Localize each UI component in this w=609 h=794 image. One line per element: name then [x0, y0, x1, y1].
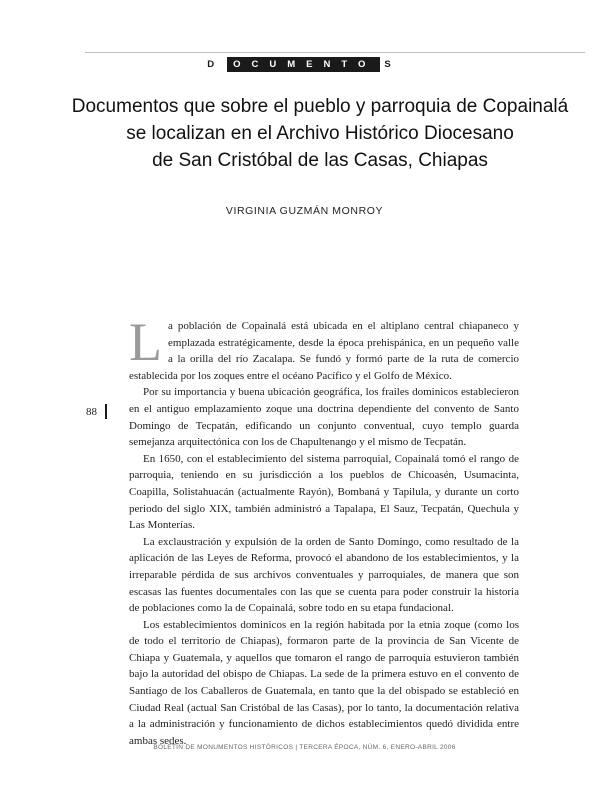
article-title-line: de San Cristóbal de las Casas, Chiapas — [152, 150, 488, 171]
article-title-line: Documentos que sobre el pueblo y parroquia de Copainalá — [71, 96, 569, 117]
drop-cap: L — [129, 312, 162, 372]
paragraph: Por su importancia y buena ubicación geográfica, los frailes dominicos establecieron en el antiguo emplazamiento zoque una doctrina dependiente del convento de Santo Domingo de Tecpatán, edificando un conjunto conventual, cuyo templo guarda semejanza arquitectónica con los de Chapultenango y el mismo de Tecpatán. — [129, 386, 519, 449]
section-label-first-letter: D — [207, 59, 226, 70]
paragraph: En 1650, con el establecimiento del sistema parroquial, Copainalá tomó el rango de parroquia, teniendo en su jurisdicción a los pueblos de Chicoasén, Usumacinta, Coapilla, Solistahuacán (actualmente Rayón), Bombaná y Tapilula, y durante un corto periodo del siglo XIX, también administró a Tapalapa, El Sauz, Tecpatán, Quechula y Las Monterías. — [129, 452, 519, 532]
author-name: VIRGINIA GUZMÁN MONROY — [225, 205, 384, 217]
article-title-line: se localizan en el Archivo Histórico Diocesano — [126, 123, 514, 144]
paragraph: La exclaustración y expulsión de la orden de Santo Domingo, como resultado de la aplicación de las Leyes de Reforma, provocó el abandono de los establecimientos, y la irreparable pérdida de sus archivos conventuales y parroquiales, de manera que son escasas las fuentes documentales con las que se cuenta para poder construir la historia de poblaciones como la de Copainalá, sobre todo en su etapa fundacional. — [129, 535, 519, 615]
section-label-last-letter: S — [384, 59, 402, 70]
paragraph: Los establecimientos dominicos en la región habitada por la etnia zoque (como los de todo el territorio de Chiapas), formaron parte de la provincia de San Vicente de Chiapa y Guatemala, y aquellos que tomaron el rango de parroquia estuvieron también bajo la autoridad del obispo de Chiapas. La sede de la primera estuvo en el convento de Santiago de los Caballeros de Guatemala, en tanto que la del obispado se estableció en Ciudad Real (actual San Cristóbal de las Casas), por lo tanto, la documentación relativa a la administración y funcionamiento de dichos establecimientos quedó dividida entre ambas sedes. — [129, 618, 519, 747]
section-label-band: OCUMENTO — [227, 57, 380, 72]
section-label — [0, 57, 609, 72]
article-body — [129, 312, 519, 749]
page-number: 88 — [86, 406, 97, 418]
journal-footer: BOLETÍN DE MONUMENTOS HISTÓRICOS | TERCERA ÉPOCA, NÚM. 6, ENERO-ABRIL 2006 — [153, 744, 456, 751]
article-title — [40, 93, 600, 174]
paragraph — [129, 312, 519, 384]
paragraph-text: a población de Copainalá está ubicada en el altiplano central chiapaneco y emplazada estratégicamente, desde la época prehispánica, en un pequeño valle a la orilla del río Zacalapa. Se fundó y formó parte de la ruta de comercio establecida por los zoques entre el océano Pacífico y el Golfo de México. — [129, 320, 519, 382]
top-rule — [85, 52, 585, 53]
page-number-bar — [105, 404, 107, 419]
